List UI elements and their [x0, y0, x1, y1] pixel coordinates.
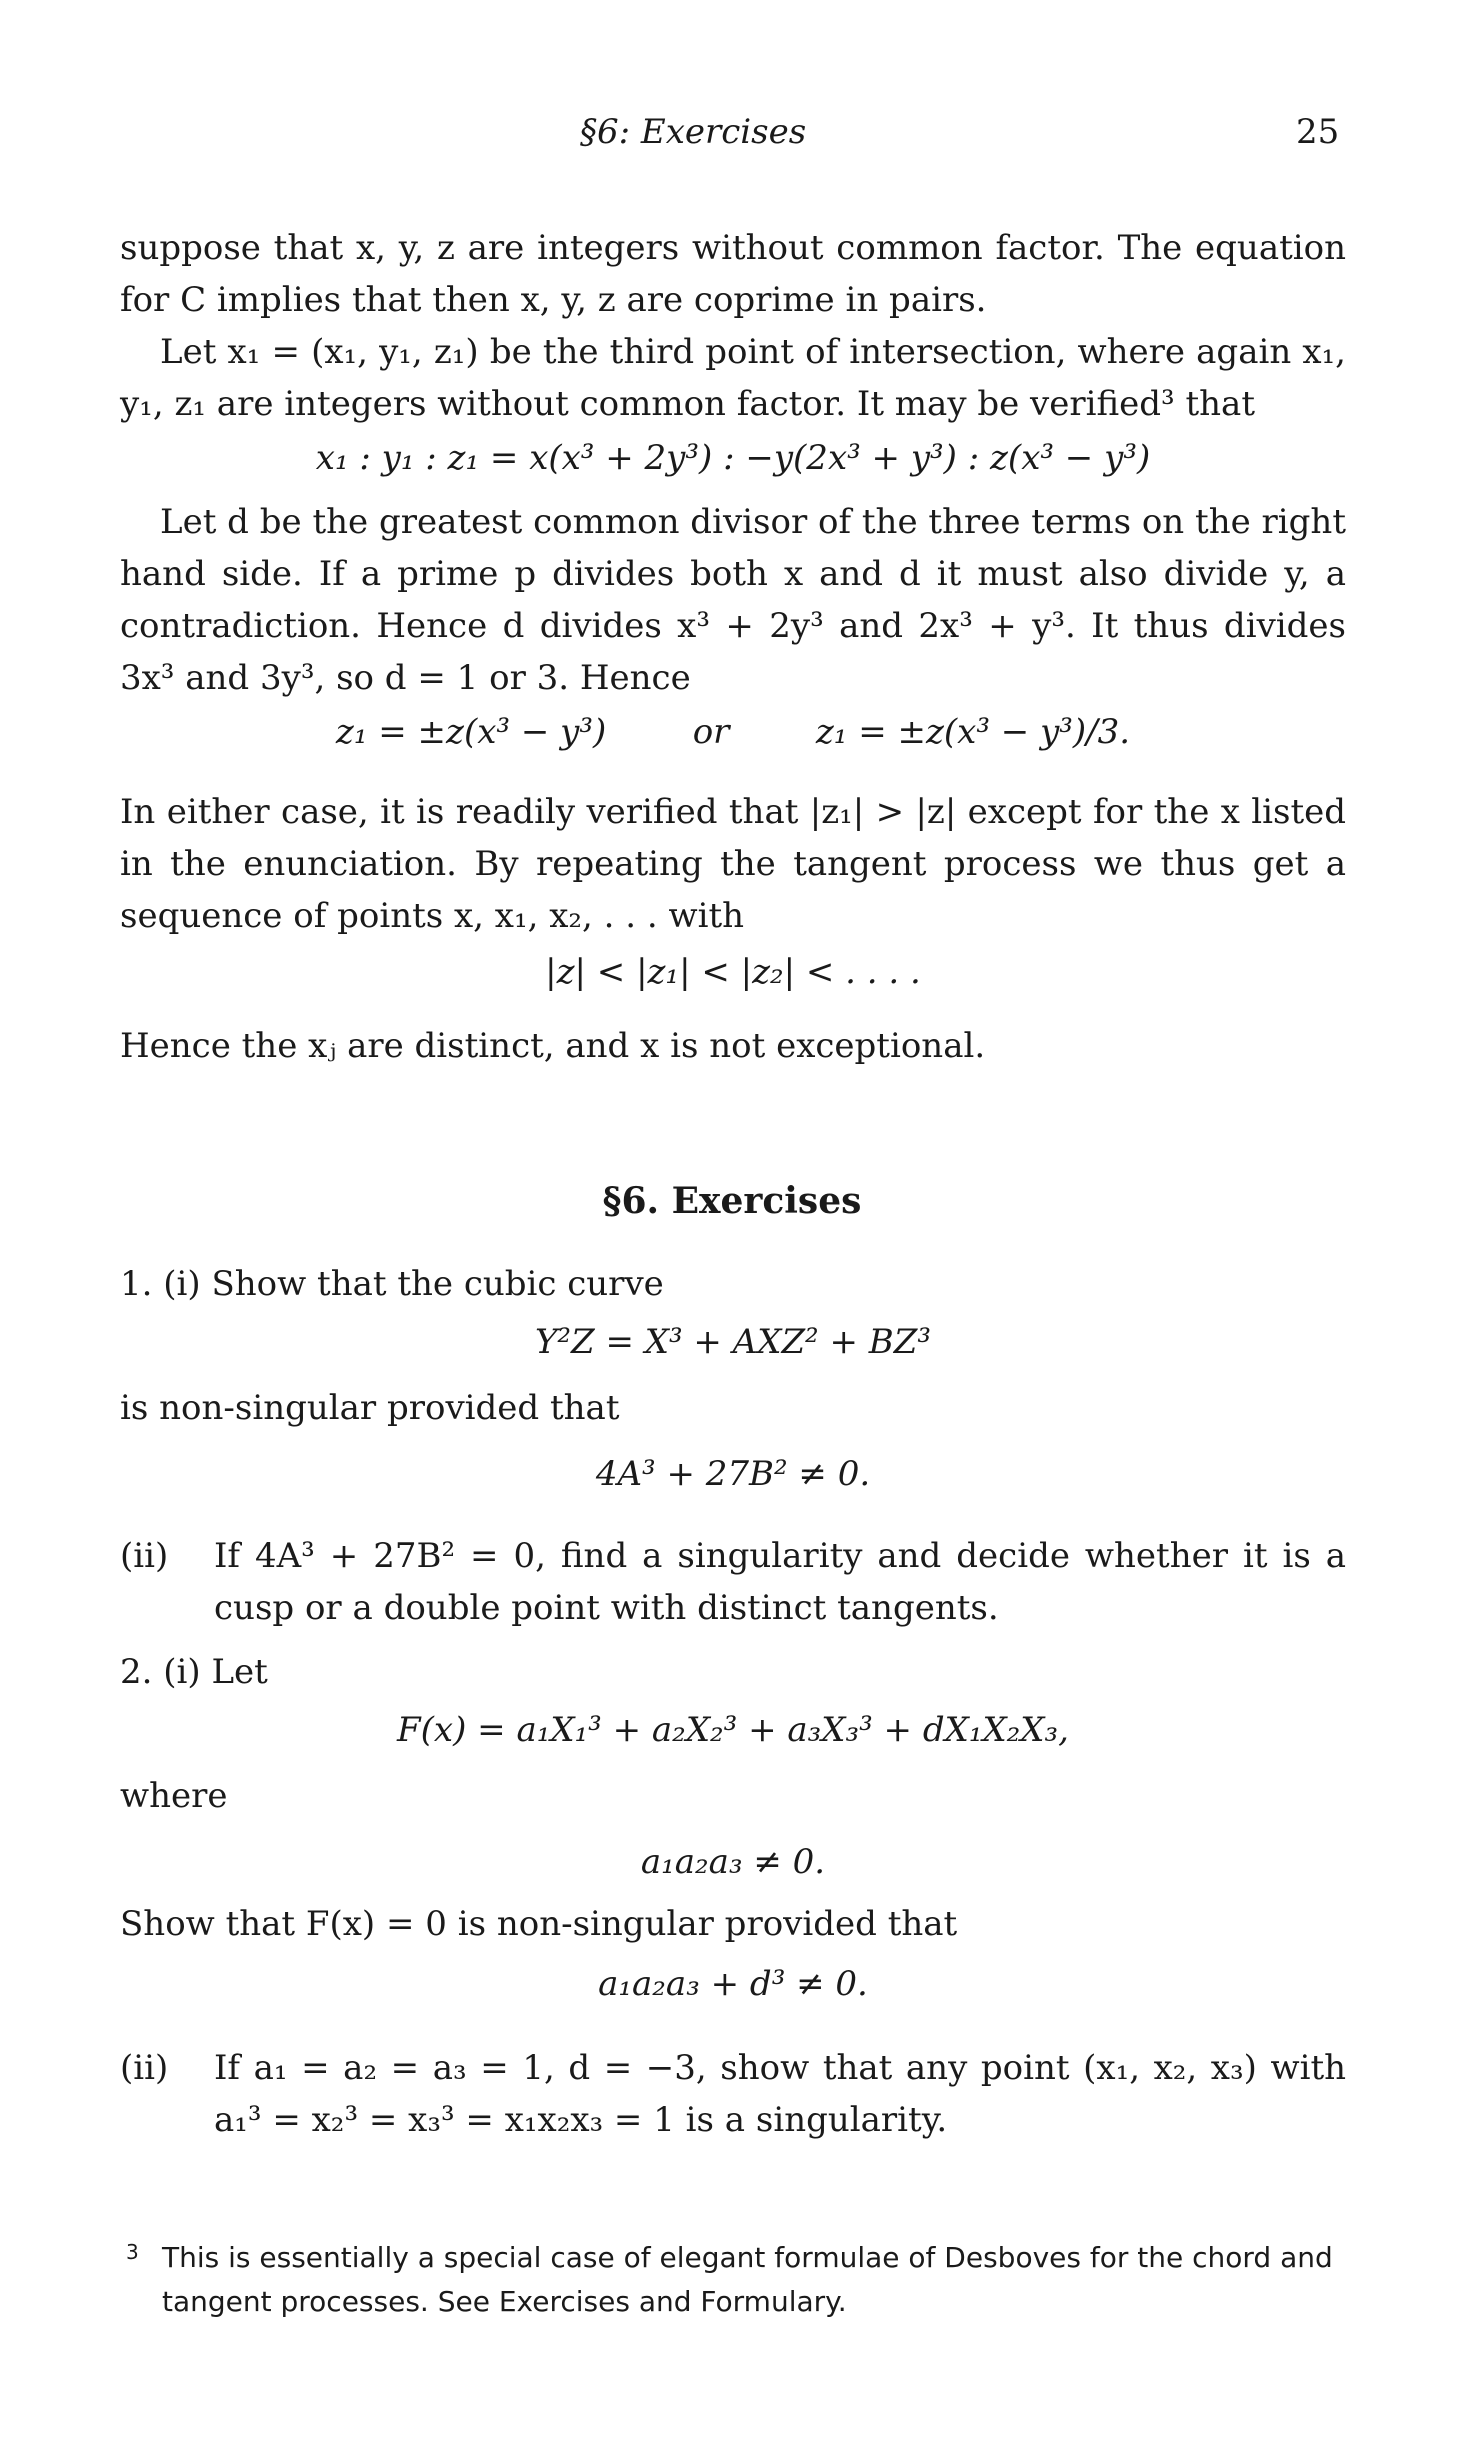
exercise-2-intro: 2. (i) Let — [120, 1652, 268, 1692]
exercise-2-equation: F(x) = a₁X₁³ + a₂X₂³ + a₃X₃³ + dX₁X₂X₃, — [397, 1710, 1069, 1750]
exercise-2-condition-2: a₁a₂a₃ + d³ ≠ 0. — [598, 1964, 868, 2004]
exercise-2-where: where — [120, 1776, 228, 1816]
part-text: If a₁ = a₂ = a₃ = 1, d = −3, show that any point (x₁, x₂, x₃) with a₁³ = x₂³ = x₃³ = x₁x₂x₃ = 1 is a singularity. — [214, 2048, 1346, 2140]
exercise-1-part-ii — [120, 1530, 1346, 1634]
exercise-1-intro: 1. (i) Show that the cubic curve — [120, 1264, 664, 1304]
page-number: 25 — [1296, 112, 1340, 152]
section-heading: §6. Exercises — [602, 1180, 862, 1222]
proof-paragraph-2: Let x₁ = (x₁, y₁, z₁) be the third point of intersection, where again x₁, y₁, z₁ are integers without common factor. It may be verified³ that — [120, 332, 1346, 424]
part-label: (ii) — [120, 2048, 169, 2088]
equation-z1: z₁ = ±z(x³ − y³) or z₁ = ±z(x³ − y³)/3. — [335, 712, 1131, 752]
footnote-text: This is essentially a special case of elegant formulae of Desboves for the chord and tangent processes. See Exercises and Formulary. — [162, 2241, 1333, 2318]
proof-paragraph-3: Let d be the greatest common divisor of the three terms on the right hand side. If a prime p divides both x and d it must also divide y, a contradiction. Hence d divides x³ + 2y³ and 2x³ + y³. It thus divides 3x³ and 3y³, so d = 1 or 3. Hence — [120, 502, 1346, 698]
equation-ratio: x₁ : y₁ : z₁ = x(x³ + 2y³) : −y(2x³ + y³) : z(x³ − y³) — [315, 438, 1151, 478]
proof-paragraph-4: In either case, it is readily verified that |z₁| > |z| except for the x listed in the enunciation. By repeating the tangent process we thus get a sequence of points x, x₁, x₂, . . . with — [120, 792, 1346, 936]
exercise-1-equation: Y²Z = X³ + AXZ² + BZ³ — [534, 1322, 932, 1362]
footnote — [120, 2236, 1346, 2324]
part-label: (ii) — [120, 1536, 169, 1576]
equation-inequality-chain: |z| < |z₁| < |z₂| < . . . . — [545, 952, 921, 992]
running-title: §6: Exercises — [580, 112, 807, 152]
exercise-1-condition: 4A³ + 27B² ≠ 0. — [595, 1454, 871, 1494]
footnote-marker: 3 — [126, 2240, 139, 2264]
exercise-2-show: Show that F(x) = 0 is non-singular provided that — [120, 1904, 958, 1944]
proof-paragraph-5: Hence the xⱼ are distinct, and x is not exceptional. — [120, 1026, 986, 1066]
exercise-2-condition-1: a₁a₂a₃ ≠ 0. — [640, 1842, 826, 1882]
proof-paragraph-1: suppose that x, y, z are integers without common factor. The equation for C implies that then x, y, z are coprime in pairs. — [120, 228, 1346, 320]
exercise-1-condition-intro: is non-singular provided that — [120, 1388, 620, 1428]
exercise-2-part-ii — [120, 2042, 1346, 2146]
part-text: If 4A³ + 27B² = 0, find a singularity and decide whether it is a cusp or a double point with distinct tangents. — [214, 1536, 1346, 1628]
